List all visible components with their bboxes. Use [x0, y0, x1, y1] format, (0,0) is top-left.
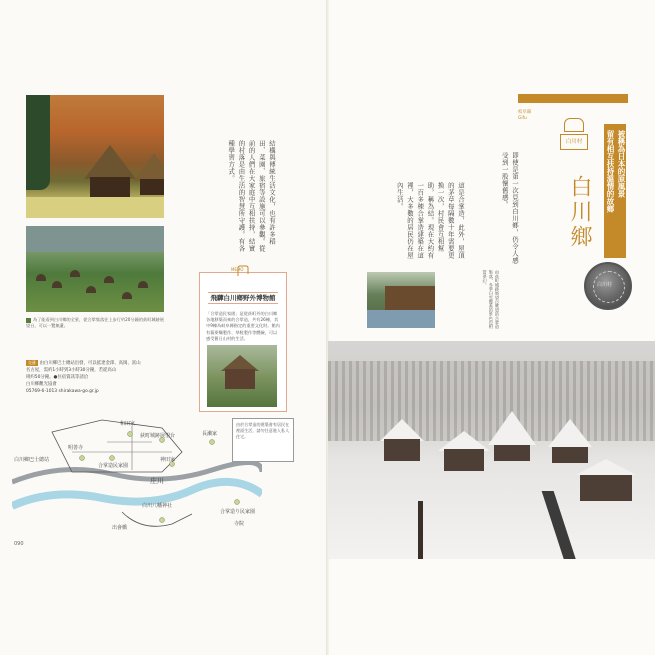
map-label: 明善寺 [68, 445, 84, 451]
map-label: 荻町城跡展望台 [140, 433, 176, 439]
body-text-right-2: 這是合掌造，此外，屋頂的茅草每隔數十年需要更換一次，村民會互相幫助，稱為結。現在大約有一百多棟合掌造建築在這裡，大多數的居民仍在屋內生活。 [395, 182, 465, 259]
body-text-right-1: 即使是第一次見到白川鄉，仍令人感受到一股懷舊感。 [500, 152, 519, 264]
body-text-left: 結構與傳統生活文化，也有許多稻田、菜園、旅宿等設施可以參觀。從前的人們在大家庭中互相扶持，結實的村落是由生活的智慧所守護。有各種學習方式。 [227, 140, 276, 252]
map-label: 白川鄉巴士總站 [14, 457, 50, 463]
map-label: 和田家 [120, 421, 136, 427]
map-label: 白川八幡神社 [142, 503, 173, 509]
house-icon [564, 118, 584, 132]
breadcrumb-region-en: Gifu [518, 116, 527, 121]
tagline-2: 留有相互扶持溫情的故鄉 [606, 130, 615, 213]
stream-house-photo [367, 272, 435, 328]
caption-marker-icon [26, 318, 31, 323]
info-line: 05769-6-1013 shirakawa-go.gr.jp [26, 389, 99, 394]
map-river-label: 庄川 [150, 477, 164, 485]
tagline-1: 被稱為日本的原風景 [617, 130, 626, 198]
map-label: 合掌造民家園 [98, 463, 129, 469]
autumn-gassho-photo [26, 95, 164, 218]
museum-photo [207, 345, 277, 407]
badge-label: 白川村 [560, 134, 588, 150]
page-number: 090 [14, 541, 24, 547]
header-bar [518, 94, 628, 103]
info-line: 名古屋，需約1小時到3小時30分鐘，若從高山 [26, 368, 117, 373]
map-drawing [12, 412, 262, 550]
map-label: 合掌造り民家園 [220, 509, 256, 515]
access-info [26, 360, 164, 395]
info-line: 則約50分鐘。●住宿資訊等請洽 [26, 375, 89, 380]
coin-label: 白川村 [597, 282, 613, 288]
map-note-box: 由於合掌造的建築會有居民在裡面生活，請勿任意進入私人住宅。 [232, 418, 294, 462]
info-label: 交通 [28, 360, 36, 365]
note-body: 「合掌造民家園」是從荻町外的白川鄉各地移築而來的合掌造，共有26棟，其中9棟為岐阜縣指定的重要文化財。館內有蕎麥麵製作、草鞋製作等體驗，可以感受舊日山村的生活。 [206, 311, 280, 341]
map-label: 出會橋 [112, 525, 128, 531]
village-coin-emblem [584, 262, 632, 310]
page-title: 白川鄉 [567, 175, 592, 250]
note-clip-label: MEMO [231, 267, 244, 272]
info-line: 交通 由白川鄉巴士總站出發，可以抵達金澤、高岡、富山 [28, 360, 141, 366]
map-label: 寺院 [234, 521, 245, 527]
village-badge [560, 118, 588, 168]
info-line: 白川鄉觀光協會 [26, 382, 57, 387]
area-map [12, 412, 262, 550]
village-overview-photo [26, 226, 164, 312]
village-photo-caption: 為了能看到白川鄉的全景，從合掌集落往上步行約20分鐘的荻町城跡展望台，可以一覽無遺。 [26, 317, 164, 328]
tagline-stripe [604, 124, 626, 258]
stream-photo-caption: 由荻町城跡展望台眺望的合掌造集落，冬季白雪覆蓋的景色也相當夢幻。 [482, 270, 500, 329]
note-title: 飛驒白川鄉野外博物館 [210, 294, 276, 302]
breadcrumb [518, 110, 531, 122]
breadcrumb-region: 岐阜縣 [518, 110, 532, 115]
snow-village-photo [328, 341, 655, 559]
map-label: 神田家 [160, 457, 176, 463]
map-label: 長瀨家 [202, 431, 218, 437]
